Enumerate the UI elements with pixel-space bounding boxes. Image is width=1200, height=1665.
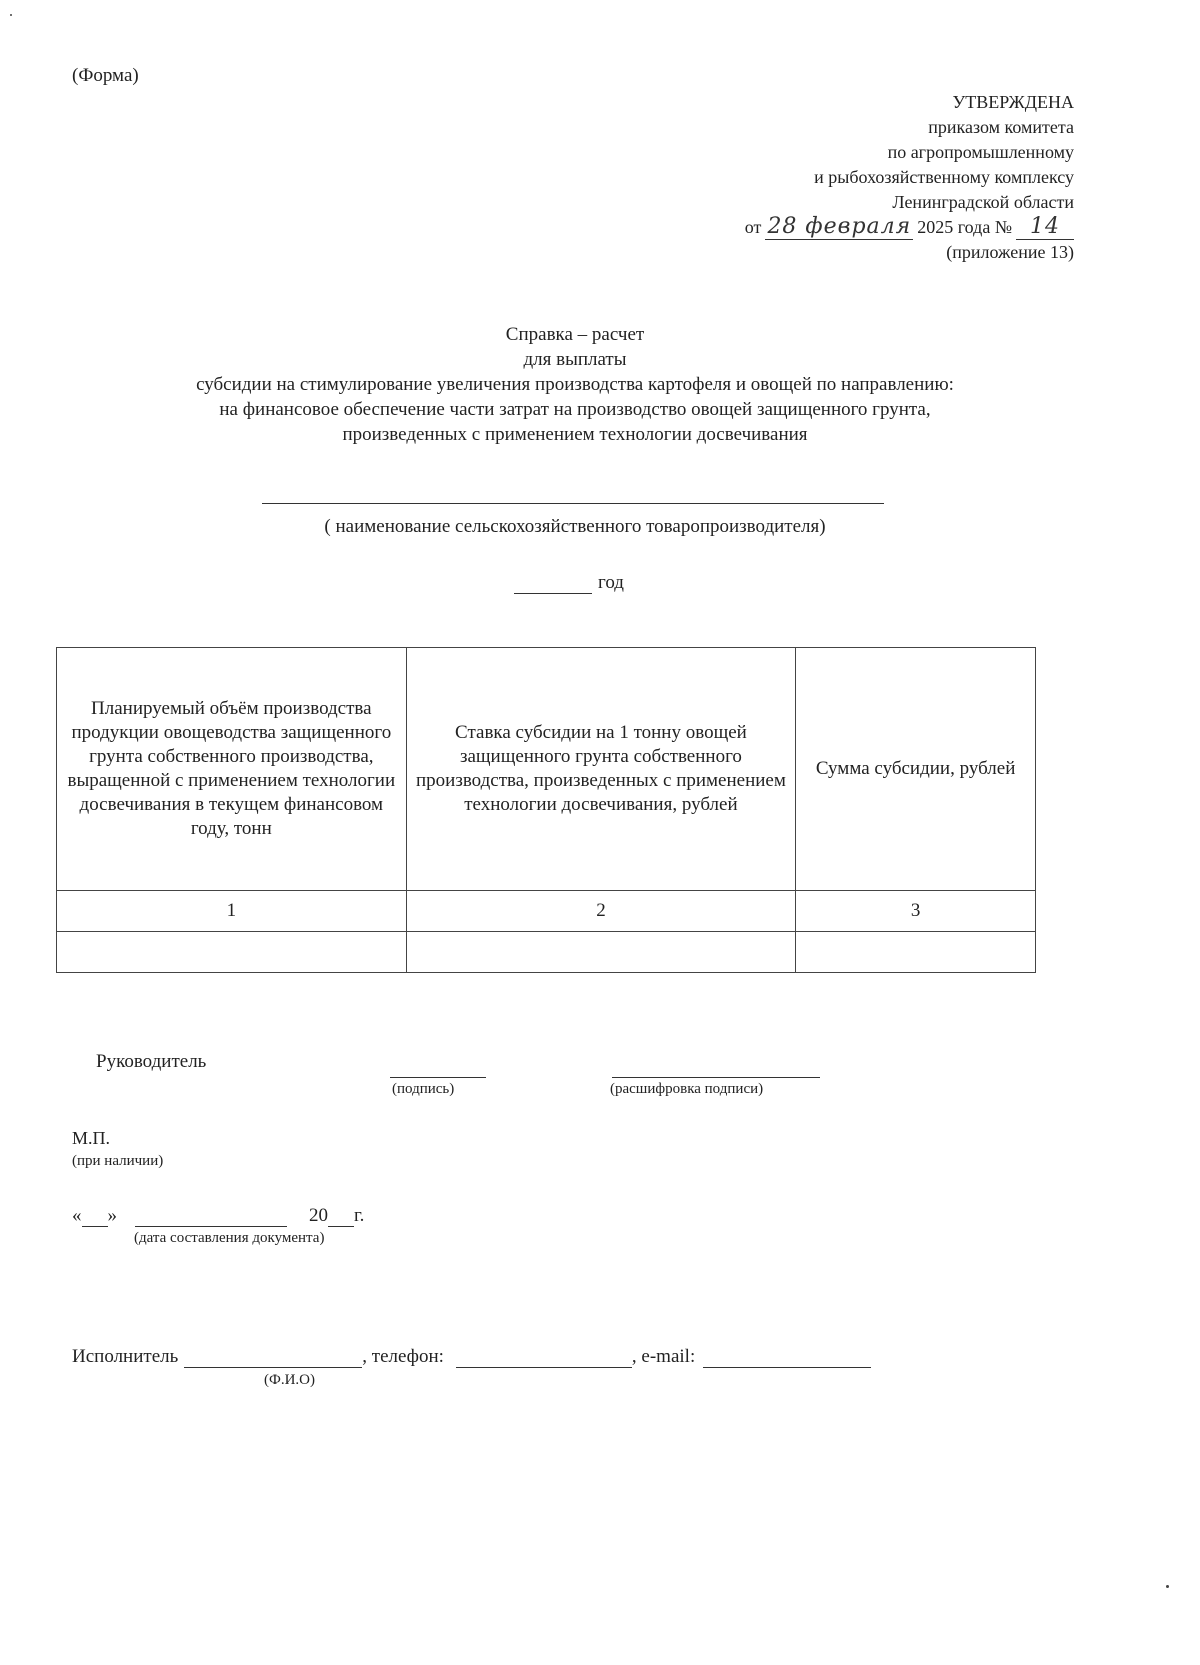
table-header-cell: Планируемый объём производства продукции овощеводства защищенного грунта собственного производства, выращенной с применением технологии досвечивания в текущем финансовом году, тонн xyxy=(57,648,407,891)
date-prefix: от xyxy=(744,217,762,237)
table-cell[interactable] xyxy=(57,932,407,973)
stamp-label: М.П. xyxy=(72,1128,111,1148)
table-header-cell: Ставка субсидии на 1 тонну овощей защищенного грунта собственного производства, произведенных с применением технологии досвечивания, рублей xyxy=(406,648,796,891)
subsidy-table xyxy=(56,647,1036,973)
email-label: , e-mail: xyxy=(631,1346,696,1367)
executor-label: Исполнитель xyxy=(72,1346,179,1367)
column-number: 3 xyxy=(796,891,1036,932)
title-line: произведенных с применением технологии досвечивания xyxy=(342,424,808,445)
month-field[interactable] xyxy=(135,1208,287,1227)
date-close-quote: » xyxy=(107,1205,117,1226)
executor-name-field[interactable] xyxy=(184,1349,362,1368)
day-field[interactable] xyxy=(82,1208,108,1227)
table-header-row xyxy=(57,648,1036,891)
producer-name-caption: ( наименование сельскохозяйственного товаропроизводителя) xyxy=(324,516,826,537)
date-open-quote: « xyxy=(72,1205,82,1226)
document-date-row xyxy=(72,1205,364,1227)
table-cell[interactable] xyxy=(796,932,1036,973)
year-prefix: 20 xyxy=(309,1205,328,1226)
table-cell[interactable] xyxy=(406,932,796,973)
year-row xyxy=(514,572,624,594)
title-line: субсидии на стимулирование увеличения производства картофеля и овощей по направлению: xyxy=(196,374,954,395)
column-number: 1 xyxy=(57,891,407,932)
table-row xyxy=(57,932,1036,973)
document-title xyxy=(0,322,1150,447)
approval-title: УТВЕРЖДЕНА xyxy=(952,92,1074,112)
scan-speck xyxy=(10,14,12,16)
signature-decode-field[interactable] xyxy=(612,1077,820,1078)
title-line: Справка – расчет xyxy=(505,324,645,345)
signature-decode-caption: (расшифровка подписи) xyxy=(610,1081,764,1097)
approval-line: Ленинградской области xyxy=(892,192,1074,212)
approval-line: приказом комитета xyxy=(928,117,1074,137)
phone-field[interactable] xyxy=(456,1349,632,1368)
document-date-caption: (дата составления документа) xyxy=(134,1230,325,1246)
year-label: год xyxy=(598,572,624,593)
table-column-number-row xyxy=(57,891,1036,932)
title-line: на финансовое обеспечение части затрат на производство овощей защищенного грунта, xyxy=(219,399,931,420)
email-field[interactable] xyxy=(703,1349,871,1368)
date-year-text: 2025 года № xyxy=(917,217,1012,237)
executor-row xyxy=(72,1346,871,1368)
executor-caption: (Ф.И.О) xyxy=(264,1372,316,1388)
scan-speck xyxy=(1166,1585,1169,1588)
handwritten-number: 14 xyxy=(1016,215,1074,240)
year-field[interactable] xyxy=(514,575,592,594)
phone-label: , телефон: xyxy=(362,1346,444,1367)
appendix-note: (приложение 13) xyxy=(946,242,1074,262)
stamp-caption: (при наличии) xyxy=(72,1153,164,1169)
head-label: Руководитель xyxy=(96,1051,207,1072)
approval-line: и рыбохозяйственному комплексу xyxy=(814,167,1074,187)
producer-name-field[interactable] xyxy=(262,503,884,504)
title-line: для выплаты xyxy=(523,349,627,370)
handwritten-date: 28 февраля xyxy=(767,214,912,239)
signature-field[interactable] xyxy=(390,1077,486,1078)
column-number: 2 xyxy=(406,891,796,932)
date-year-field[interactable] xyxy=(328,1208,354,1227)
form-label: (Форма) xyxy=(72,65,139,86)
approval-line: по агропромышленному xyxy=(887,142,1074,162)
year-suffix: г. xyxy=(354,1205,365,1226)
signature-caption: (подпись) xyxy=(392,1081,455,1097)
approval-block xyxy=(745,90,1074,265)
approval-date-line xyxy=(745,215,1074,240)
table-header-cell: Сумма субсидии, рублей xyxy=(796,648,1036,891)
